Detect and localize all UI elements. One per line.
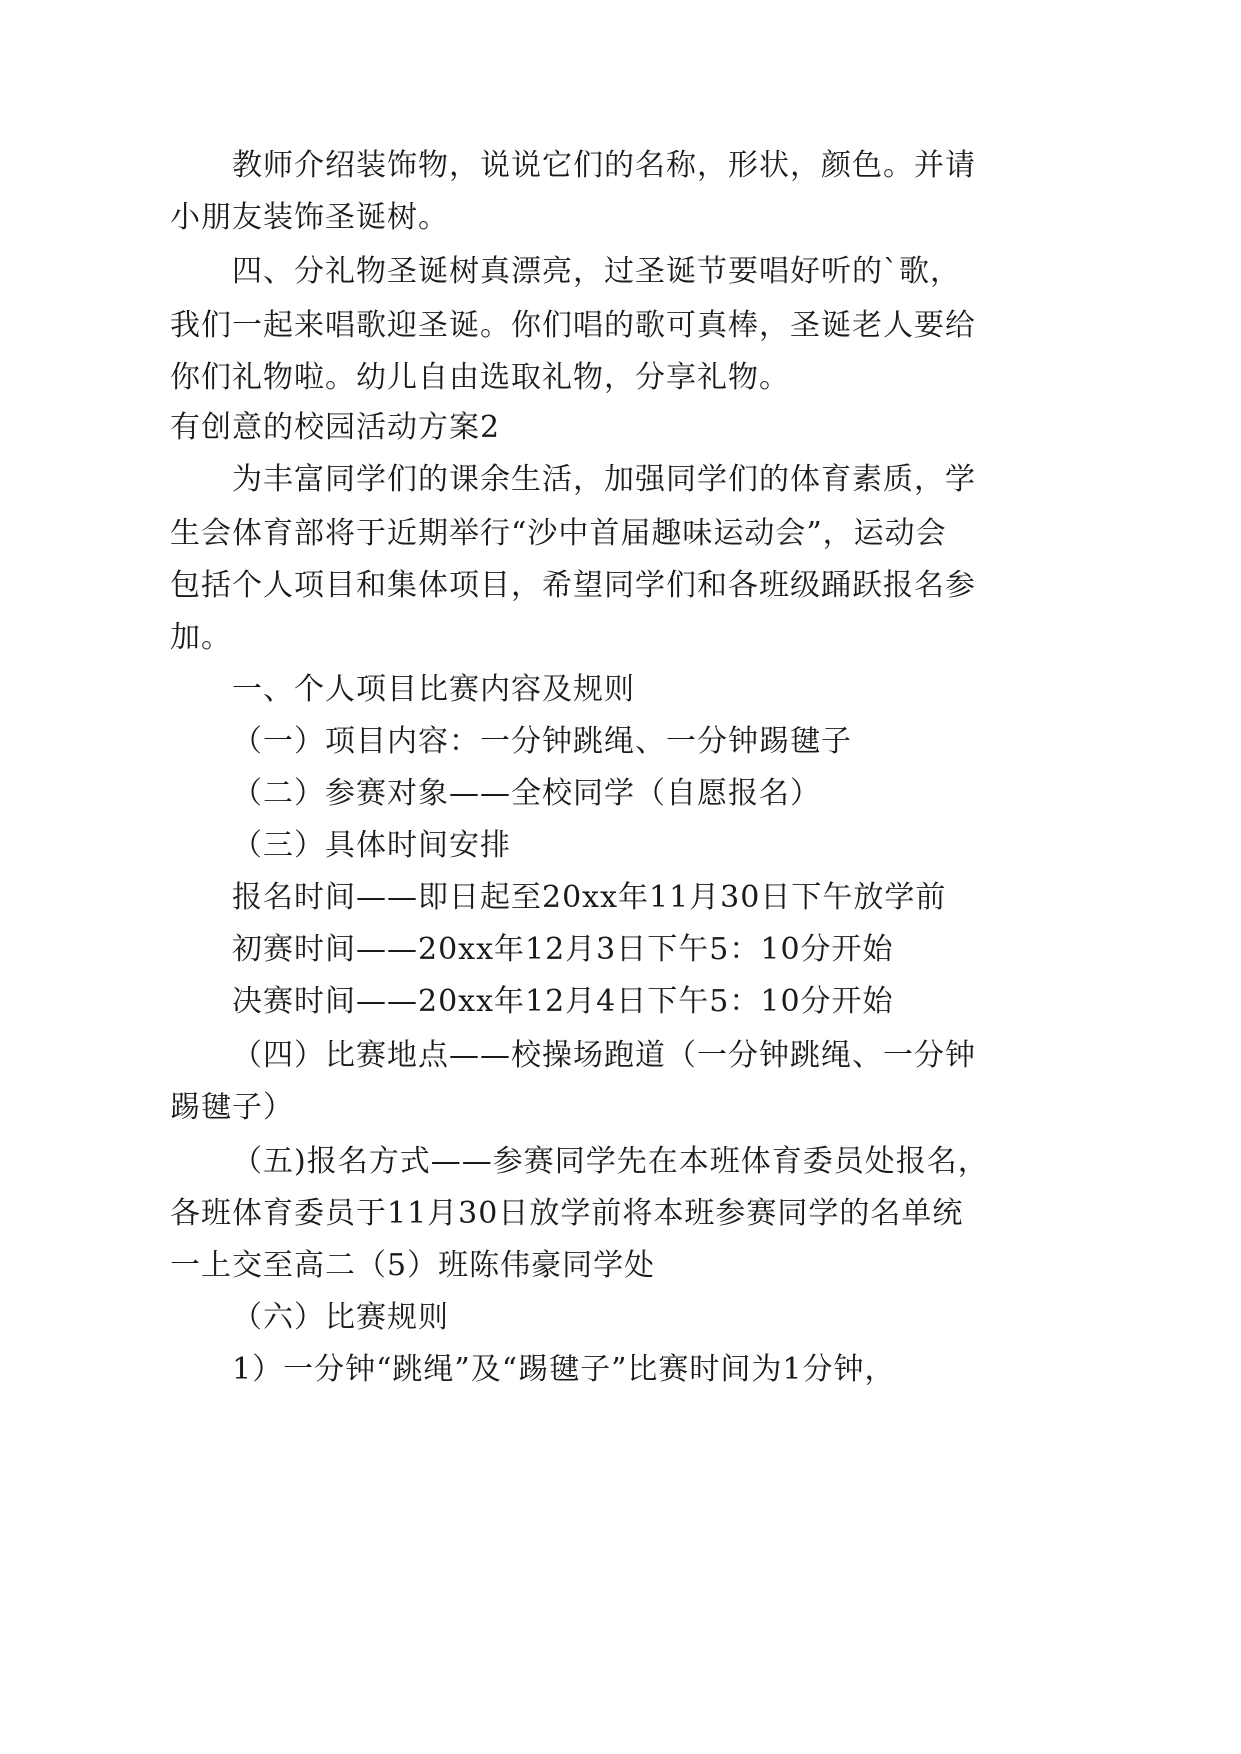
paragraph-line: 一、个人项目比赛内容及规则: [232, 672, 635, 707]
paragraph-line: （五)报名方式——参赛同学先在本班体育委员处报名，: [232, 1144, 989, 1179]
paragraph-line: 包括个人项目和集体项目，希望同学们和各班级踊跃报名参: [170, 568, 976, 603]
paragraph-line: 教师介绍装饰物，说说它们的名称，形状，颜色。并请: [232, 148, 976, 183]
paragraph-line: （四）比赛地点——校操场跑道（一分钟跳绳、一分钟: [232, 1038, 976, 1073]
paragraph-line: 小朋友装饰圣诞树。: [170, 200, 449, 235]
paragraph-line: 报名时间——即日起至20xx年11月30日下午放学前: [232, 880, 947, 915]
paragraph-line: 踢毽子）: [170, 1090, 294, 1125]
paragraph-line: 各班体育委员于11月30日放学前将本班参赛同学的名单统: [170, 1196, 964, 1231]
paragraph-line: 加。: [170, 620, 232, 655]
paragraph-line: （一）项目内容：一分钟跳绳、一分钟踢毽子: [232, 724, 852, 759]
paragraph-line: 我们一起来唱歌迎圣诞。你们唱的歌可真棒，圣诞老人要给: [170, 308, 976, 343]
paragraph-line: 你们礼物啦。幼儿自由选取礼物，分享礼物。: [170, 360, 790, 395]
section-heading: 有创意的校园活动方案2: [170, 410, 501, 445]
paragraph-line: 生会体育部将于近期举行“沙中首届趣味运动会”，运动会: [170, 516, 947, 551]
paragraph-line: 1）一分钟“跳绳”及“踢毽子”比赛时间为1分钟，: [232, 1352, 896, 1387]
paragraph-line: 初赛时间——20xx年12月3日下午5：10分开始: [232, 932, 894, 967]
paragraph-line: 决赛时间——20xx年12月4日下午5：10分开始: [232, 984, 894, 1019]
paragraph-line: （二）参赛对象——全校同学（自愿报名）: [232, 776, 821, 811]
paragraph-line: 为丰富同学们的课余生活，加强同学们的体育素质，学: [232, 462, 976, 497]
paragraph-line: 四、分礼物圣诞树真漂亮，过圣诞节要唱好听的`歌，: [232, 254, 961, 289]
paragraph-line: （三）具体时间安排: [232, 828, 511, 863]
paragraph-line: 一上交至高二（5）班陈伟豪同学处: [170, 1248, 656, 1283]
paragraph-line: （六）比赛规则: [232, 1300, 449, 1335]
